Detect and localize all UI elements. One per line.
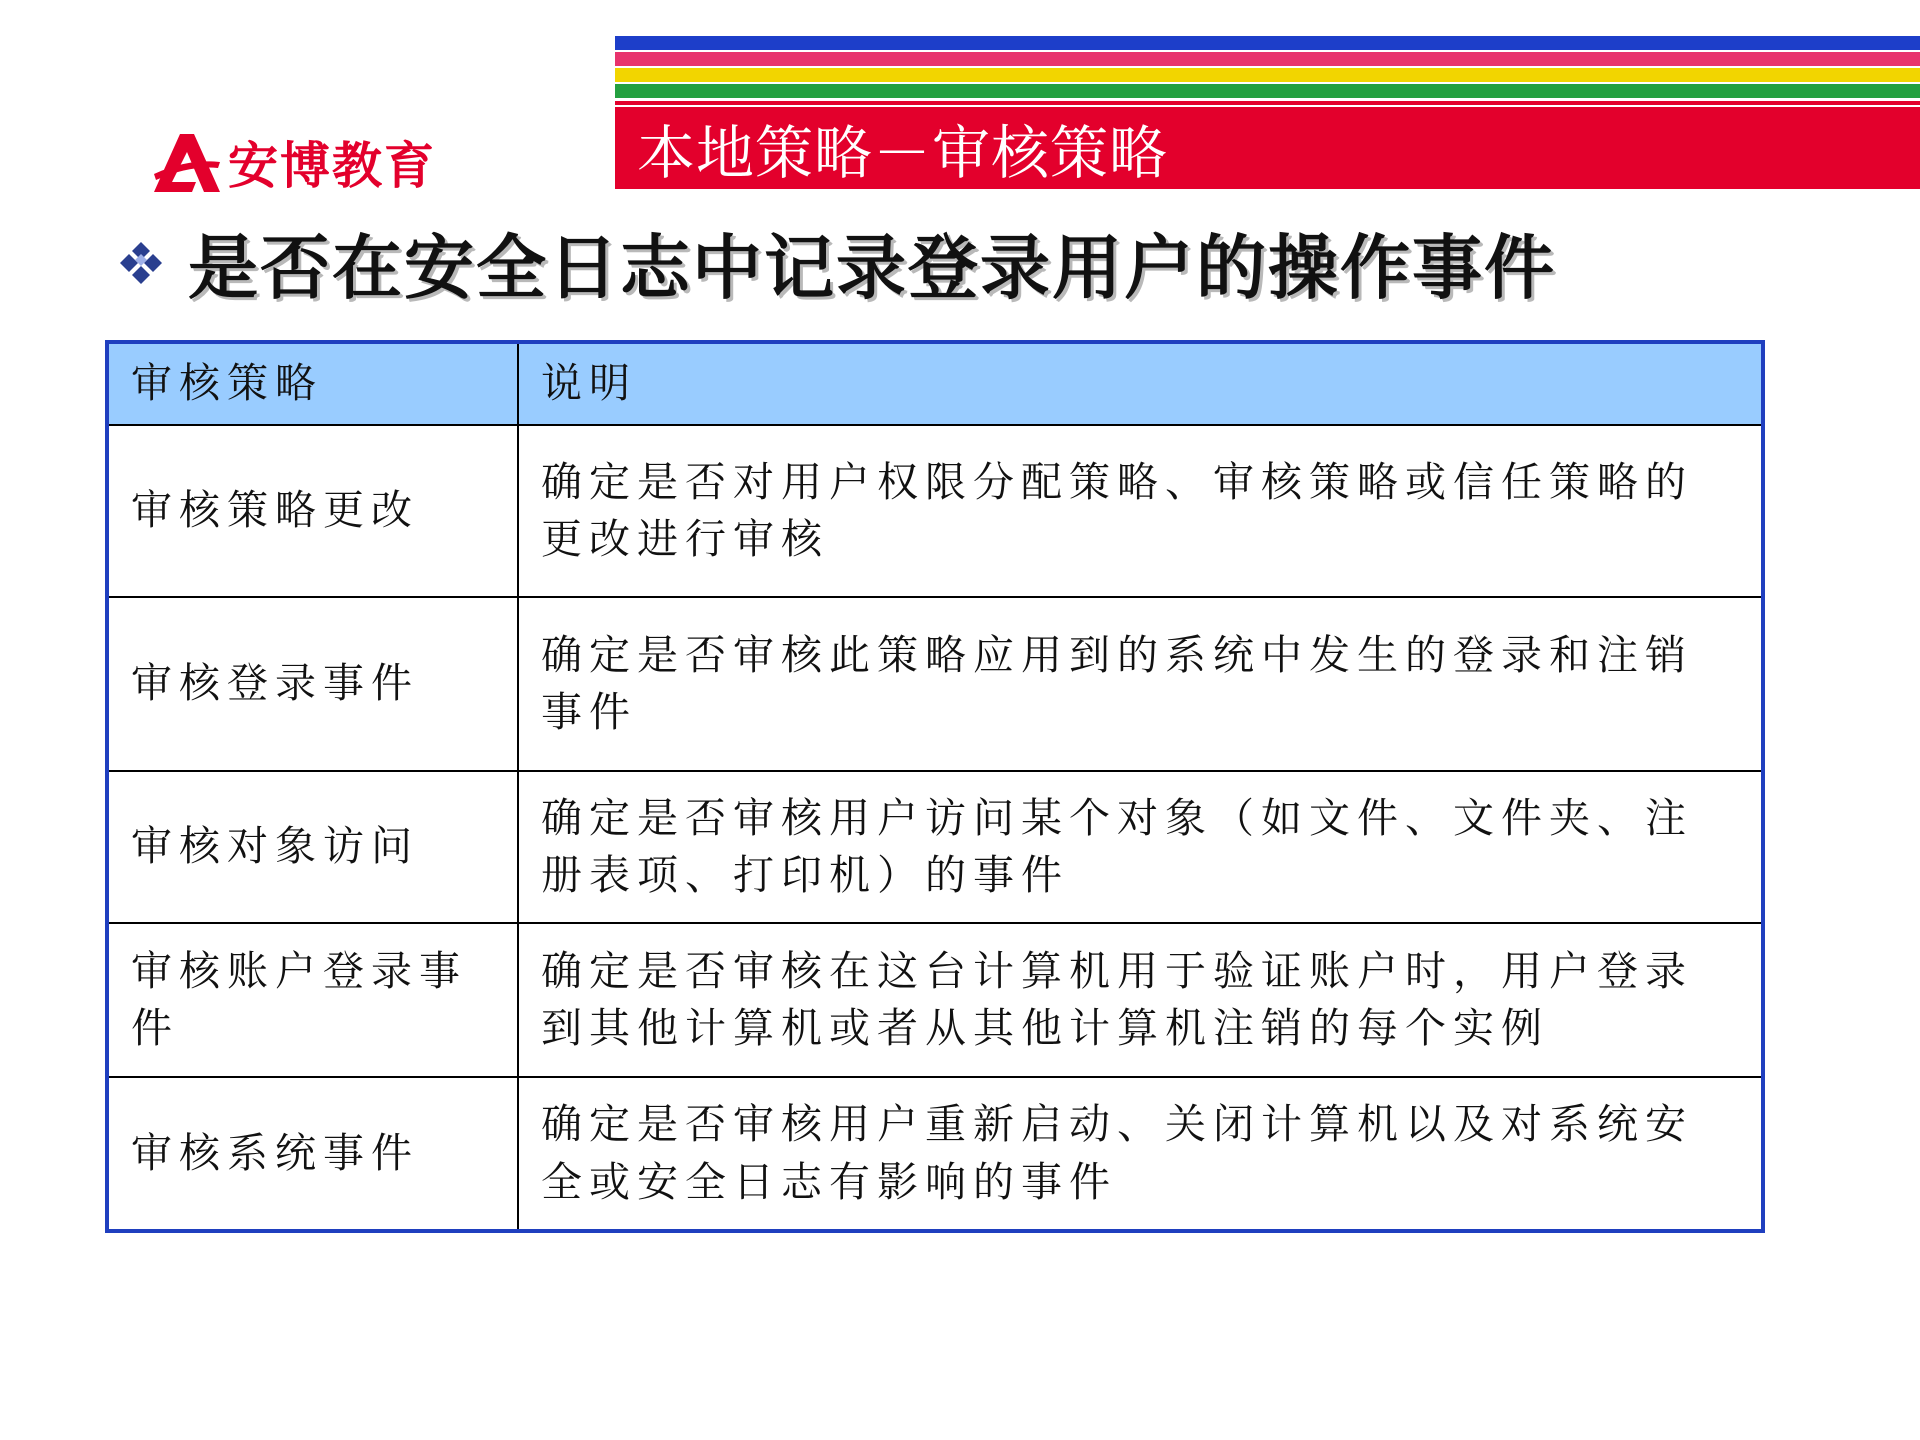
table-row [107,597,1763,771]
description-cell: 确定是否审核在这台计算机用于验证账户时，用户登录到其他计算机或者从其他计算机注销的每个实例 [518,923,1763,1077]
table-row [107,1077,1763,1231]
description-cell: 确定是否对用户权限分配策略、审核策略或信任策略的更改进行审核 [518,425,1763,597]
column-header-policy: 审核策略 [107,342,518,425]
brand-a-icon [150,128,222,196]
slide-title: 本地策略－审核策略 [637,119,1169,187]
stripe-yellow [615,68,1920,82]
table-header-row [107,342,1763,425]
stripe-pink [615,52,1920,66]
stripe-blue [615,36,1920,50]
policy-cell: 审核策略更改 [107,425,518,597]
header-stripes [615,36,1920,105]
slide-title-bar [615,107,1920,189]
bullet-heading [118,212,1556,313]
diamond-cluster-icon [118,240,164,286]
brand-logo [150,126,436,198]
heading-text: 是否在安全日志中记录登录用户的操作事件 [188,227,1556,309]
description-cell: 确定是否审核用户访问某个对象（如文件、文件夹、注册表项、打印机）的事件 [518,771,1763,923]
policy-cell: 审核登录事件 [107,597,518,771]
stripe-red [615,101,1920,105]
policy-cell: 审核系统事件 [107,1077,518,1231]
table-row [107,923,1763,1077]
brand-name: 安博教育 [228,137,436,195]
description-cell: 确定是否审核用户重新启动、关闭计算机以及对系统安全或安全日志有影响的事件 [518,1077,1763,1231]
policy-cell: 审核对象访问 [107,771,518,923]
audit-policy-table [105,340,1765,1233]
column-header-description: 说明 [518,342,1763,425]
table-row [107,771,1763,923]
policy-cell: 审核账户登录事件 [107,923,518,1077]
description-cell: 确定是否审核此策略应用到的系统中发生的登录和注销事件 [518,597,1763,771]
stripe-green [615,84,1920,98]
table-row [107,425,1763,597]
